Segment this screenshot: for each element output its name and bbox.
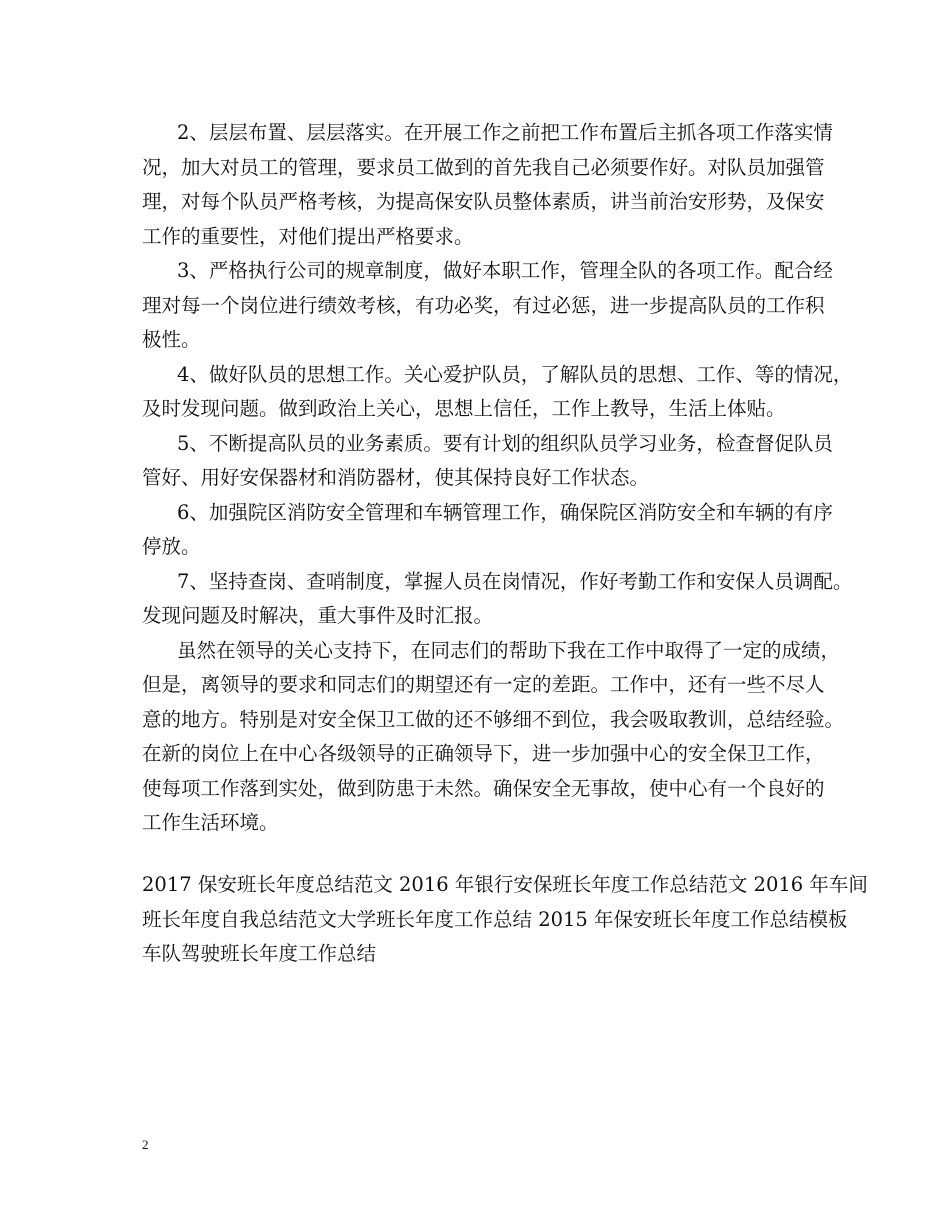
paragraph-conclusion [142,634,845,841]
paragraph-item-4 [142,358,853,427]
text-line: 2、层层布置、层层落实。在开展工作之前把工作布置后主抓各项工作落实情 [177,121,833,144]
text-line: 极性。 [142,328,201,351]
body-text [142,116,853,841]
text-line: 管好、用好安保器材和消防器材，使其保持良好工作状态。 [142,466,650,489]
text-line: 但是，离领导的要求和同志们的期望还有一定的差距。工作中，还有一些不尽人 [142,673,825,696]
text-line: 况，加大对员工的管理，要求员工做到的首先我自己必须要作好。对队员加强管 [142,155,825,179]
paragraph-item-2 [142,116,833,254]
text-line: 发现问题及时解决，重大事件及时汇报。 [142,604,494,627]
text-line: 工作的重要性，对他们提出严格要求。 [142,224,474,248]
paragraph-item-6 [142,496,833,565]
related-articles [142,868,868,972]
paragraph-item-5 [142,427,833,496]
text-line: 6、加强院区消防安全管理和车辆管理工作，确保院区消防安全和车辆的有序 [177,500,833,524]
text-line: 4、做好队员的思想工作。关心爱护队员，了解队员的思想、工作、等的情况， [177,362,853,386]
text-line: 意的地方。特别是对安全保卫工做的还不够细不到位，我会吸取教训，总结经验。 [142,707,845,731]
text-line: 及时发现问题。做到政治上关心，思想上信任，工作上教导，生活上体贴。 [142,397,786,420]
text-line: 7、坚持查岗、查哨制度，掌握人员在岗情况，作好考勤工作和安保人员调配。 [177,569,853,593]
text-line: 在新的岗位上在中心各级领导的正确领导下，进一步加强中心的安全保卫工作， [142,742,825,765]
text-line: 停放。 [142,535,201,558]
paragraph-item-3 [142,254,833,358]
text-line: 工作生活环境。 [142,811,279,834]
text-line: 5、不断提高队员的业务素质。要有计划的组织队员学习业务，检查督促队员 [177,431,833,455]
text-line: 虽然在领导的关心支持下，在同志们的帮助下我在工作中取得了一定的成绩， [177,638,841,662]
related-line: 班长年度自我总结范文大学班长年度工作总结 2015 年保安班长年度工作总结模板 [142,907,848,931]
related-line: 2017 保安班长年度总结范文 2016 年银行安保班长年度工作总结范文 2016 年车间 [142,873,868,896]
text-line: 使每项工作落到实处，做到防患于未然。确保安全无事故，使中心有一个良好的 [142,776,825,800]
text-line: 理对每一个岗位进行绩效考核，有功必奖，有过必惩，进一步提高队员的工作积 [142,293,825,317]
text-line: 3、严格执行公司的规章制度，做好本职工作，管理全队的各项工作。配合经 [177,259,833,282]
text-line: 理，对每个队员严格考核，为提高保安队员整体素质，讲当前治安形势，及保安 [142,190,825,213]
paragraph-item-7 [142,565,853,634]
page-number: 2 [142,1137,149,1152]
related-line: 车队驾驶班长年度工作总结 [142,942,377,965]
